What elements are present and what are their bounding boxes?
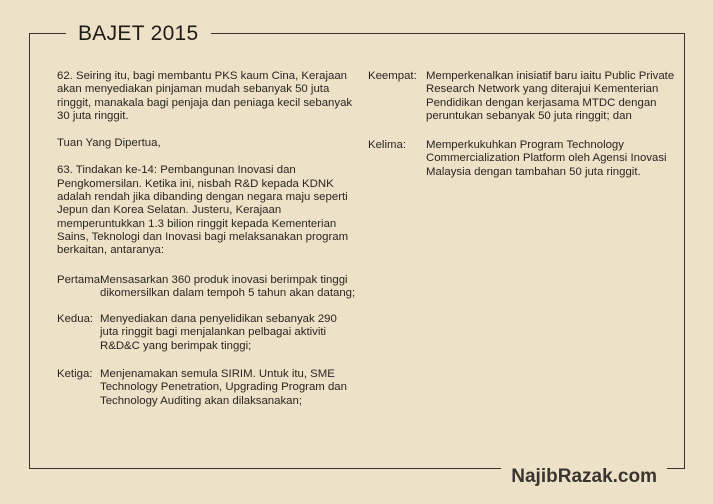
left-column (57, 70, 357, 421)
item-label: Ketiga: (57, 368, 93, 381)
item-label: Kedua: (57, 313, 94, 326)
list-item-ketiga (57, 368, 357, 408)
list-item-kelima (368, 139, 688, 179)
item-label: Keempat: (368, 70, 417, 82)
paragraph-63: 63. Tindakan ke-14: Pembangunan Inovasi dan Pengkomersilan. Ketika ini, nisbah R&D kepada KDNK adalah rendah jika dibanding dengan negara maju seperti Jepun dan Korea Selatan. Justeru, Kerajaan memperuntukkan 1.3 bilion ringgit kepada Kementerian Sains, Teknologi dan Inovasi bagi melaksanakan program berkaitan, antaranya: (57, 164, 349, 257)
item-text: Menyediakan dana penyelidikan sebanyak 290 juta ringgit bagi menjalankan pelbagai aktiviti R&D&C yang berimpak tinggi; (100, 313, 337, 352)
item-label: Kelima: (368, 139, 406, 152)
list-item-kedua (57, 313, 357, 353)
item-text: Memperkukuhkan Program Technology Commercialization Platform oleh Agensi Inovasi Malaysia dengan tambahan 50 juta ringgit. (426, 139, 667, 178)
address-line: Tuan Yang Dipertua, (57, 137, 161, 150)
site-brand: NajibRazak.com (501, 464, 667, 490)
item-text: Memperkenalkan inisiatif baru iaitu Public Private Research Network yang diterajui Kementerian Pendidikan dengan kerjasama MTDC dengan peruntukan sebanyak 50 juta ringgit; dan (426, 70, 675, 122)
paragraph-62: 62. Seiring itu, bagi membantu PKS kaum Cina, Kerajaan akan menyediakan pinjaman mudah sebanyak 50 juta ringgit, manakala bagi penjaja dan peniaga kecil sebanyak 30 juta ringgit. (57, 70, 353, 122)
item-label: Pertama: (57, 273, 104, 286)
list-item-keempat (368, 70, 688, 123)
item-text: Mensasarkan 360 produk inovasi berimpak tinggi dikomersilkan dalam tempoh 5 tahun akan datang; (100, 273, 356, 299)
right-column (368, 70, 688, 192)
list-item-pertama (57, 274, 357, 301)
page-title: BAJET 2015 (66, 20, 211, 48)
item-text: Menjenamakan semula SIRIM. Untuk itu, SME Technology Penetration, Upgrading Program dan Technology Auditing akan dilaksanakan; (100, 368, 347, 407)
